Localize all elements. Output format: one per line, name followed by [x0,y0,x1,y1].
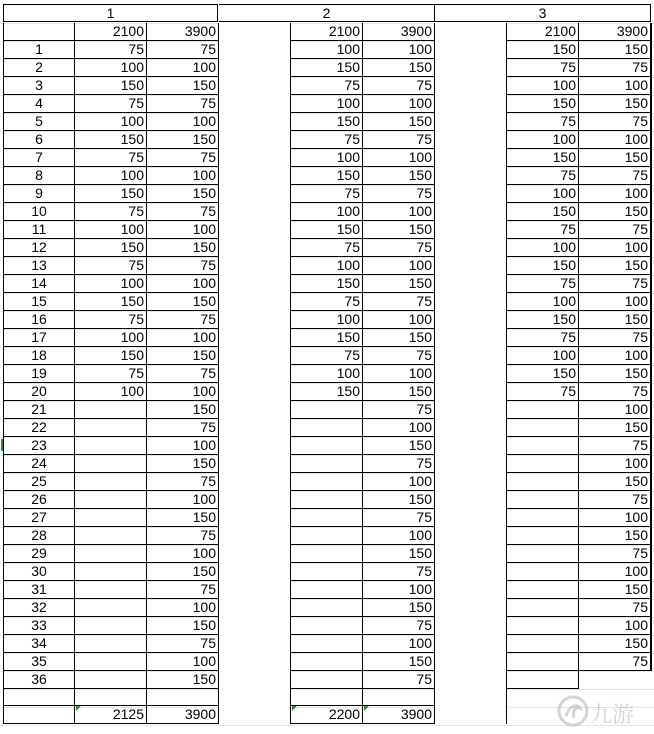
group-2-cell-b[interactable]: 75 [363,77,435,95]
group-1-cell-b[interactable]: 150 [147,77,219,95]
group-1-cell-a[interactable]: 150 [75,185,147,203]
group-3-cell-a[interactable]: 75 [507,383,579,401]
row-label[interactable]: 11 [3,221,75,239]
group-1-cell-a[interactable] [75,581,147,599]
group-2-cell-a[interactable]: 150 [291,167,363,185]
group-3-cell-a[interactable]: 150 [507,257,579,275]
group-1-cell-a[interactable]: 100 [75,329,147,347]
group-1-cell-b[interactable]: 100 [147,383,219,401]
separator-column [219,23,291,724]
group-1-cell-b[interactable]: 150 [147,509,219,527]
group-2-cell-a[interactable]: 150 [291,275,363,293]
group-3-cell-a[interactable]: 75 [507,167,579,185]
group-1-cell-b[interactable]: 150 [147,617,219,635]
group-1-cell-a[interactable] [75,671,147,689]
row-label[interactable]: 3 [3,77,75,95]
group-3-cell-a[interactable] [507,473,579,491]
group-2-cell-b[interactable]: 150 [363,221,435,239]
group-2-cell-a[interactable] [291,419,363,437]
group-1-cell-b[interactable]: 100 [147,491,219,509]
group-2-header-a[interactable]: 2100 [291,23,363,41]
group-2-cell-a[interactable] [291,455,363,473]
group-2-cell-a[interactable]: 100 [291,41,363,59]
group-1-cell-a[interactable]: 150 [75,293,147,311]
watermark-logo [556,694,646,730]
group-1-cell-b[interactable]: 75 [147,95,219,113]
group-3-cell-b[interactable]: 100 [579,509,651,527]
group-3-header-b[interactable]: 3900 [579,23,651,41]
group-3-cell-a[interactable]: 75 [507,275,579,293]
group-3-cell-b[interactable]: 150 [579,581,651,599]
group-2-cell-b[interactable]: 75 [363,401,435,419]
group-2-cell-a[interactable]: 75 [291,239,363,257]
row-label[interactable]: 4 [3,95,75,113]
group-2-total-a[interactable]: 2200 [291,706,363,724]
group-3-cell-b[interactable]: 150 [579,311,651,329]
row-label[interactable]: 22 [3,419,75,437]
group-1-cell-b[interactable]: 100 [147,59,219,77]
group-1-cell-b[interactable]: 100 [147,653,219,671]
group-3-cell-a[interactable] [507,455,579,473]
row-label[interactable]: 10 [3,203,75,221]
row-label[interactable]: 1 [3,41,75,59]
group-1-cell-b[interactable]: 150 [147,671,219,689]
row-label[interactable]: 32 [3,599,75,617]
group-3-cell-b[interactable]: 150 [579,635,651,653]
group-1-cell-a[interactable]: 100 [75,113,147,131]
group-2-cell-a[interactable]: 150 [291,329,363,347]
group-3-cell-a[interactable]: 150 [507,95,579,113]
group-2-cell-a[interactable]: 100 [291,203,363,221]
row-label[interactable]: 2 [3,59,75,77]
group-2-cell-a[interactable] [291,509,363,527]
group-1-cell-b[interactable]: 100 [147,113,219,131]
group-3-cell-a[interactable]: 100 [507,293,579,311]
group-3-cell-a[interactable] [507,437,579,455]
group-3-cell-b[interactable]: 100 [579,455,651,473]
group-1-cell-a[interactable]: 75 [75,311,147,329]
group-1-cell-a[interactable] [75,635,147,653]
group-3-cell-a[interactable] [507,599,579,617]
row-label[interactable]: 19 [3,365,75,383]
group-2-cell-b[interactable]: 100 [363,527,435,545]
group-2-cell-b[interactable]: 100 [363,149,435,167]
group-3-cell-a[interactable] [507,563,579,581]
group-2-cell-a[interactable] [291,437,363,455]
group-2-cell-b[interactable]: 150 [363,383,435,401]
group-3-cell-b[interactable]: 150 [579,203,651,221]
group-2-cell-b[interactable]: 100 [363,257,435,275]
group-3-cell-b[interactable]: 75 [579,329,651,347]
group-2-cell-b[interactable]: 150 [363,329,435,347]
group-title-2[interactable]: 2 [219,4,435,22]
group-2-cell-b[interactable]: 75 [363,347,435,365]
group-2-cell-a[interactable] [291,653,363,671]
group-3-cell-a[interactable]: 100 [507,347,579,365]
group-2-cell-b[interactable]: 150 [363,113,435,131]
row-label[interactable]: 5 [3,113,75,131]
group-2-cell-a[interactable] [291,563,363,581]
group-1-cell-b[interactable]: 100 [147,167,219,185]
group-3-cell-b[interactable]: 150 [579,41,651,59]
group-3-cell-b[interactable]: 75 [579,653,651,671]
watermark-text: 九游 [590,703,635,728]
group-3-cell-b[interactable]: 75 [579,599,651,617]
row-label[interactable]: 6 [3,131,75,149]
group-1-cell-a[interactable]: 100 [75,167,147,185]
row-label[interactable]: 20 [3,383,75,401]
group-1-cell-b[interactable]: 75 [147,527,219,545]
group-2-cell-b[interactable]: 100 [363,473,435,491]
row-label[interactable]: 14 [3,275,75,293]
group-2-cell-b[interactable]: 150 [363,437,435,455]
group-2-cell-a[interactable]: 75 [291,185,363,203]
group-2-cell-b[interactable]: 100 [363,419,435,437]
group-1-cell-a[interactable]: 75 [75,257,147,275]
group-1-cell-b[interactable]: 150 [147,293,219,311]
active-row-marker [1,439,3,451]
group-2-cell-b[interactable]: 150 [363,167,435,185]
group-1-total-b[interactable]: 3900 [147,706,219,724]
group-2-cell-a[interactable]: 150 [291,221,363,239]
group-1-cell-a[interactable]: 150 [75,131,147,149]
group-3-cell-a[interactable]: 75 [507,221,579,239]
row-label[interactable]: 21 [3,401,75,419]
row-label[interactable]: 30 [3,563,75,581]
row-label[interactable]: 15 [3,293,75,311]
group-title-3[interactable]: 3 [435,4,651,22]
group-1-cell-b[interactable]: 75 [147,581,219,599]
group-1-cell-a[interactable] [75,491,147,509]
row-label[interactable]: 31 [3,581,75,599]
group-2-cell-b[interactable]: 75 [363,185,435,203]
group-2-cell-b[interactable]: 75 [363,563,435,581]
group-1-cell-b[interactable]: 75 [147,635,219,653]
group-3-cell-a[interactable]: 75 [507,329,579,347]
group-1-blank-a[interactable] [75,689,147,706]
group-2-cell-b[interactable]: 150 [363,545,435,563]
group-2-cell-b[interactable]: 75 [363,617,435,635]
group-3-cell-a[interactable]: 100 [507,77,579,95]
row-label[interactable]: 24 [3,455,75,473]
group-3-cell-b[interactable]: 75 [579,167,651,185]
group-3-cell-b[interactable]: 100 [579,401,651,419]
row-label[interactable]: 33 [3,617,75,635]
row-label[interactable]: 28 [3,527,75,545]
row-label[interactable]: 34 [3,635,75,653]
group-1-header-a[interactable]: 2100 [75,23,147,41]
group-3-cell-a[interactable]: 150 [507,149,579,167]
group-1-cell-b[interactable]: 75 [147,149,219,167]
group-2-cell-a[interactable]: 150 [291,113,363,131]
group-1-cell-a[interactable] [75,617,147,635]
group-3-cell-b[interactable]: 100 [579,185,651,203]
group-2-cell-b[interactable]: 75 [363,671,435,689]
group-3-cell-b[interactable]: 75 [579,437,651,455]
row-label[interactable]: 36 [3,671,75,689]
group-3-cell-b[interactable]: 150 [579,95,651,113]
group-1-cell-a[interactable]: 100 [75,275,147,293]
row-label[interactable]: 13 [3,257,75,275]
group-1-cell-a[interactable]: 75 [75,95,147,113]
group-2-cell-a[interactable]: 150 [291,59,363,77]
group-3-cell-a[interactable] [507,509,579,527]
row-label[interactable]: 12 [3,239,75,257]
group-3-cell-a[interactable] [507,401,579,419]
group-1-cell-a[interactable] [75,455,147,473]
group-3-cell-a[interactable]: 100 [507,185,579,203]
group-3-cell-b[interactable] [579,671,651,689]
group-2-cell-b[interactable]: 100 [363,365,435,383]
group-3-cell-b[interactable]: 100 [579,239,651,257]
group-1-cell-a[interactable] [75,473,147,491]
group-1-cell-b[interactable]: 100 [147,545,219,563]
group-1-cell-b[interactable]: 150 [147,455,219,473]
group-1-blank-b[interactable] [147,689,219,706]
group-title-1[interactable]: 1 [3,4,218,22]
row-label[interactable]: 17 [3,329,75,347]
row-label[interactable]: 23 [3,437,75,455]
group-3-cell-a[interactable] [507,545,579,563]
group-3-cell-b[interactable]: 75 [579,545,651,563]
group-1-cell-b[interactable]: 100 [147,599,219,617]
group-3-cell-b[interactable]: 150 [579,419,651,437]
row-label[interactable]: 9 [3,185,75,203]
group-1-cell-a[interactable]: 100 [75,383,147,401]
group-1-cell-b[interactable]: 75 [147,473,219,491]
group-3-cell-a[interactable]: 75 [507,59,579,77]
group-3-cell-b[interactable]: 100 [579,617,651,635]
group-2-cell-b[interactable]: 100 [363,581,435,599]
group-1-cell-a[interactable]: 100 [75,221,147,239]
separator-column [435,23,507,724]
group-2-cell-a[interactable] [291,473,363,491]
group-2-cell-a[interactable]: 100 [291,149,363,167]
group-1-cell-a[interactable] [75,437,147,455]
group-2-cell-b[interactable]: 150 [363,275,435,293]
row-label[interactable]: 26 [3,491,75,509]
group-3-cell-a[interactable] [507,671,579,689]
group-3-cell-b[interactable]: 75 [579,491,651,509]
group-3-cell-a[interactable]: 100 [507,131,579,149]
group-3-cell-b[interactable]: 100 [579,131,651,149]
row-label[interactable]: 35 [3,653,75,671]
cell-indicator-mark [364,706,369,711]
group-1-cell-a[interactable] [75,563,147,581]
group-2-cell-a[interactable] [291,635,363,653]
group-2-cell-b[interactable]: 100 [363,311,435,329]
group-3-cell-b[interactable]: 100 [579,293,651,311]
group-1-cell-a[interactable]: 100 [75,59,147,77]
group-1-cell-b[interactable]: 100 [147,437,219,455]
cell-indicator-mark [292,706,297,711]
group-2-cell-b[interactable]: 75 [363,293,435,311]
group-1-cell-a[interactable]: 150 [75,239,147,257]
group-1-cell-b[interactable]: 75 [147,311,219,329]
group-3-cell-a[interactable] [507,491,579,509]
row-label[interactable]: 8 [3,167,75,185]
group-3-cell-b[interactable]: 150 [579,149,651,167]
group-2-cell-a[interactable]: 75 [291,293,363,311]
row-label[interactable]: 16 [3,311,75,329]
group-1-cell-b[interactable]: 150 [147,347,219,365]
group-3-cell-a[interactable]: 150 [507,365,579,383]
group-3-cell-b[interactable]: 150 [579,527,651,545]
sheet-right-border [651,23,652,671]
group-1-total-a[interactable]: 2125 [75,706,147,724]
group-2-cell-b[interactable]: 150 [363,491,435,509]
group-3-cell-a[interactable] [507,527,579,545]
cell-indicator-mark [76,706,81,711]
group-2-cell-b[interactable]: 75 [363,455,435,473]
group-3-cell-a[interactable]: 100 [507,239,579,257]
group-3-cell-a[interactable]: 75 [507,113,579,131]
group-2-cell-a[interactable] [291,545,363,563]
group-1-header-b[interactable]: 3900 [147,23,219,41]
group-2-cell-a[interactable]: 100 [291,311,363,329]
group-3-cell-a[interactable]: 150 [507,311,579,329]
group-1-cell-a[interactable] [75,545,147,563]
group-2-cell-a[interactable] [291,491,363,509]
group-1-cell-a[interactable] [75,653,147,671]
group-1-cell-a[interactable]: 150 [75,77,147,95]
group-3-cell-a[interactable] [507,653,579,671]
group-1-cell-a[interactable] [75,527,147,545]
row-label[interactable]: 25 [3,473,75,491]
group-3-cell-a[interactable] [507,617,579,635]
group-2-cell-b[interactable]: 75 [363,131,435,149]
group-3-cell-b[interactable]: 100 [579,77,651,95]
group-3-cell-b[interactable]: 150 [579,473,651,491]
group-1-cell-b[interactable]: 150 [147,563,219,581]
group-1-cell-a[interactable] [75,401,147,419]
group-2-cell-a[interactable]: 100 [291,95,363,113]
group-3-cell-b[interactable]: 100 [579,563,651,581]
group-1-cell-a[interactable] [75,599,147,617]
group-3-cell-b[interactable]: 75 [579,221,651,239]
group-2-cell-a[interactable] [291,401,363,419]
group-2-blank-b[interactable] [363,689,435,706]
group-2-cell-a[interactable]: 75 [291,77,363,95]
group-2-cell-b[interactable]: 150 [363,59,435,77]
group-3-cell-b[interactable]: 75 [579,113,651,131]
group-3-cell-b[interactable]: 75 [579,383,651,401]
group-1-cell-b[interactable]: 75 [147,257,219,275]
total-label-cell[interactable] [3,706,75,724]
group-2-cell-b[interactable]: 150 [363,653,435,671]
group-2-cell-b[interactable]: 100 [363,203,435,221]
header-blank-cell[interactable] [3,23,75,41]
group-2-cell-a[interactable] [291,581,363,599]
group-2-cell-b[interactable]: 100 [363,95,435,113]
group-3-cell-a[interactable] [507,635,579,653]
group-3-cell-a[interactable]: 150 [507,41,579,59]
brand-logo-icon [556,694,590,728]
group-1-cell-a[interactable] [75,419,147,437]
group-2-cell-a[interactable]: 150 [291,383,363,401]
group-2-cell-a[interactable] [291,671,363,689]
group-1-cell-a[interactable]: 75 [75,365,147,383]
group-1-cell-b[interactable]: 75 [147,203,219,221]
group-3-cell-b[interactable]: 150 [579,365,651,383]
group-3-cell-a[interactable] [507,581,579,599]
group-3-cell-b[interactable]: 75 [579,275,651,293]
group-1-cell-b[interactable]: 100 [147,275,219,293]
group-3-cell-b[interactable]: 150 [579,257,651,275]
group-1-cell-b[interactable]: 150 [147,131,219,149]
group-2-cell-a[interactable] [291,617,363,635]
group-2-cell-b[interactable]: 75 [363,509,435,527]
group-1-cell-b[interactable]: 150 [147,401,219,419]
group-2-cell-b[interactable]: 100 [363,41,435,59]
group-2-cell-a[interactable]: 100 [291,365,363,383]
group-2-header-b[interactable]: 3900 [363,23,435,41]
group-1-cell-b[interactable]: 75 [147,365,219,383]
group-2-cell-a[interactable] [291,527,363,545]
group-3-cell-b[interactable]: 100 [579,347,651,365]
group-1-cell-a[interactable]: 75 [75,41,147,59]
group-2-cell-a[interactable]: 75 [291,131,363,149]
group-3-cell-a[interactable] [507,419,579,437]
group-1-cell-a[interactable]: 75 [75,149,147,167]
group-2-blank-a[interactable] [291,689,363,706]
group-2-cell-b[interactable]: 150 [363,599,435,617]
group-1-cell-a[interactable]: 75 [75,203,147,221]
group-2-total-b[interactable]: 3900 [363,706,435,724]
group-1-cell-b[interactable]: 150 [147,239,219,257]
group-1-cell-b[interactable]: 100 [147,329,219,347]
group-1-cell-a[interactable]: 150 [75,347,147,365]
group-1-cell-a[interactable] [75,509,147,527]
row-label[interactable]: 29 [3,545,75,563]
group-2-cell-a[interactable] [291,599,363,617]
blank-label-cell[interactable] [3,689,75,706]
group-1-cell-b[interactable]: 75 [147,419,219,437]
group-2-cell-a[interactable]: 75 [291,347,363,365]
group-2-cell-a[interactable]: 100 [291,257,363,275]
row-label[interactable]: 27 [3,509,75,527]
group-1-cell-b[interactable]: 150 [147,185,219,203]
group-1-cell-b[interactable]: 75 [147,41,219,59]
group-1-cell-b[interactable]: 100 [147,221,219,239]
group-3-cell-a[interactable]: 150 [507,203,579,221]
group-2-cell-b[interactable]: 100 [363,635,435,653]
row-label[interactable]: 7 [3,149,75,167]
group-3-cell-b[interactable]: 75 [579,59,651,77]
group-3-header-a[interactable]: 2100 [507,23,579,41]
group-2-cell-b[interactable]: 75 [363,239,435,257]
row-label[interactable]: 18 [3,347,75,365]
